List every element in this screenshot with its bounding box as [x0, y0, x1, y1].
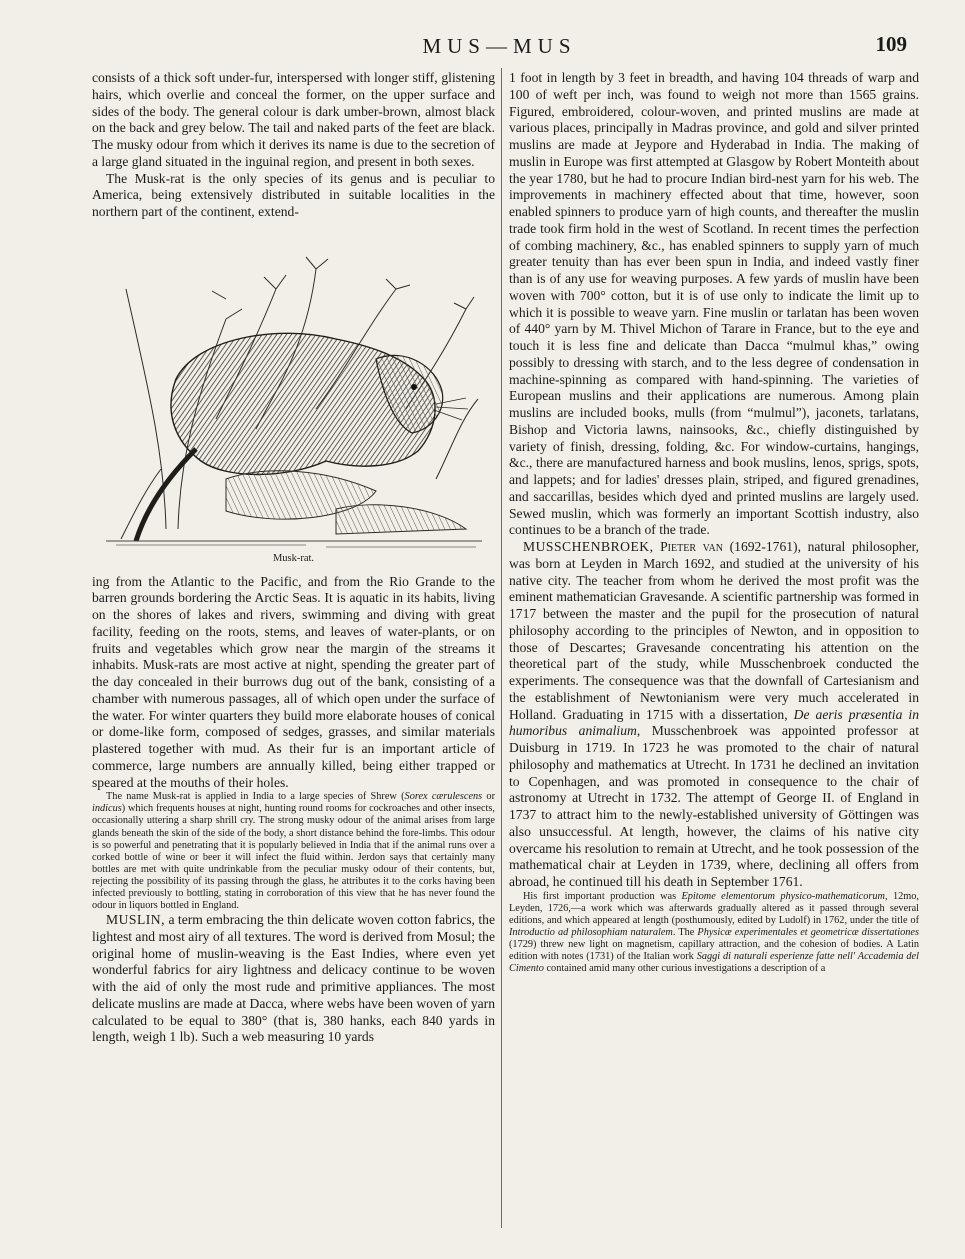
muskrat-figure	[92, 229, 495, 568]
paragraph: 1 foot in length by 3 feet in breadth, and having 104 threads of warp and 100 of weft per inch, was found to weigh not more than 1565 grains. Figured, embroidered, colour-woven, and printed muslins are made at various places, principally in Madras province, and gold and silver printed muslins are made at Jeypore and Hyderabad in India. The making of muslin in Europe was first attempted at Glasgow by Robert Monteith about the year 1780, but he had to procure Indian bird-nest yarn for his web. The improvements in machinery effected about that time, however, soon enabled spinners to produce yarn of high counts, and thereafter the muslin trade took firm hold in the west of Scotland. In recent times the perfection of combing machinery, &c., has enabled spinners to supply yarn of much greater tenuity than has ever been spun in India, and indeed vastly finer than is of any use for weaving purposes. A few yards of muslin have been woven with 700° cotton, but it is of use only to indicate the limit up to which it is possible to weave yarn. Fine muslin or tarlatan has been woven of 440° yarn by M. Thivel Michon of Tarare in France, but to the eye and touch it is less fine and delicate than Dacca “mulmul khas,” owing possibly to dressing with starch, and to the less degree of condensation in machine-spinning as compared with hand-spinning. The varieties of European muslins and their applications are numerous. Among plain muslins are included books, mulls (from “mulmul”), jaconets, tarlatans, Bishop and Victoria lawns, nainsooks, &c., chiefly distinguished by variety of finish, dressing, folding, &c. For window-curtains, hangings, &c., there are manufactured harness and book muslins, lenos, sprigs, spots, and lappets; and for ladies' dresses plain, striped, and figured grenadines, and saccarillas, besides which dyed and printed muslins are largely used. Sewed muslin, which was formerly an important Scottish industry, also continues to be a branch of the trade.	[509, 70, 919, 538]
italic-term: Sorex cærulescens	[404, 791, 483, 803]
entry-headword: MUSSCHENBROEK,	[523, 539, 654, 554]
paragraph: consists of a thick soft under-fur, interspersed with longer stiff, glistening hairs, which overlie and conceal the former, on the upper surface and sides of the body. The general colour is dark umber-brown, almost black on the back and grey below. The tail and naked parts of the feet are black. The musky odour from which it derives its name is due to the secretion of a large gland situated in the inguinal region, and present in both sexes.	[92, 70, 495, 169]
text-run: contained amid many other curious investigations a description of a	[543, 963, 826, 975]
italic-term: De aeris præsentia in humoribus animalium	[509, 706, 919, 739]
text-run: (1692-1761), natural philosopher, was born at Leyden in March 1692, and studied at the university of his native city. The teacher from whom he derived the most profit was the eminent mathematician Gravesande. A scientific partnership was formed in 1717 between the master and the pupil for the prosecution of natural philosophy according to the principles of Newton, and in opposition to those of Descartes; Gravesande concentrating his attention on the theoretical part of the study, while Musschenbroek conducted the experiments. The consequence was that the downfall of Cartesianism and the establishment of Newtonianism were very much accelerated in Holland. Graduating in 1715 with a dissertation,	[509, 539, 919, 722]
text-run: , 12mo, Leyden, 1726,—a work which was afterwards gradually altered as it passed through several editions, and which appeared at length (posthumously, edited by Ludolf) in 1762, under the title of	[509, 890, 919, 926]
page-number: 109	[875, 32, 907, 56]
paragraph: ing from the Atlantic to the Pacific, and from the Rio Grande to the barren grounds bordering the Arctic Seas. It is aquatic in its habits, living on the shores of lakes and rivers, swimming and diving with great facility, feeding on the roots, stems, and leaves of water-plants, or on fruits and vegetables which grow near the margin of the streams it inhabits. Musk-rats are most active at night, spending the greater part of the day concealed in their burrows dug out of the bank, consisting of a chamber with numerous passages, all of which open under the surface of the water. For winter quarters they build more elaborate houses of conical or dome-like form, composed of sedges, grasses, and similar materials plastered together with mud. As their fur is an important article of commerce, large numbers are annually killed, being either trapped or speared at the mouths of their holes.	[92, 573, 495, 790]
figure-caption: Musk-rat.	[272, 552, 315, 564]
entry-musschenbroek	[509, 539, 919, 891]
text-run: a term embracing the thin delicate woven cotton fabrics, the lightest and most airy of all textures. The word is derived from Mosul; the original home of muslin-weaving is the East Indies, where even yet wonderful fabrics for airy lightness and delicacy continue to be woven with the aid of only the most rude and primitive appliances. The most delicate muslins are made at Dacca, where webs have been woven of yarn calculated to be equal to 380° (that is, 380 hanks, each 840 yards in length, weigh 1 lb). Such a web measuring 10 yards	[92, 912, 495, 1045]
page-header	[92, 32, 907, 64]
text-run: (1729) threw new light on magnetism, capillary attraction, and the cohesion of bodies. A Latin edition with notes (1731) of the Italian work	[509, 939, 919, 963]
text-run: ) which frequents houses at night, hunting round rooms for cockroaches and other insects, occasionally uttering a sharp shrill cry. The strong musky odour of the animal arises from large glands beneath the skin of the side of the body, a short distance behind the fore-limbs. This odour is so powerful and penetrating that it is popularly believed in India that if the animal runs over a corked bottle of wine or beer it will infect the fluid within. Jerdon says that certainly many bottles are met with quite undrinkable from the peculiar musky odour of their contents, but, rejecting the possibility of its passing through the glass, he attributes it to the corks having been infected previously to bottling, stating in corroboration of this view that he has never found the odour in liquors bottled in England.	[92, 803, 495, 912]
italic-term: indicus	[92, 803, 122, 815]
footnote-paragraph	[92, 791, 495, 912]
paragraph: The Musk-rat is the only species of its genus and is peculiar to America, being extensively distributed in suitable localities in the northern part of the continent, extend-	[92, 170, 495, 219]
entry-headword: MUSLIN,	[106, 912, 166, 928]
entry-forename: Pieter van	[653, 539, 723, 554]
italic-term: Physicæ experimentales et geometricæ dissertationes	[697, 927, 920, 939]
right-column	[509, 70, 919, 975]
text-run: His first important production was	[523, 890, 682, 902]
italic-term: Saggi di naturali esperienze fatte nell' Accademia del Cimento	[509, 951, 919, 975]
text-run: . The	[672, 927, 698, 939]
text-run: , Musschenbroek was appointed professor at Duisburg in 1719. In 1723 he was promoted to the chair of natural philosophy and mathematics at Utrecht. In 1731 he declined an invitation to Copenhagen, and was promoted in consequence to the chair of astronomy at Utrecht in 1732. The attempt of George II. of England in 1737 to attract him to the newly-established university of Göttingen was also unsuccessful. At length, however, the claims of his native city overcame his resolution to remain at Utrecht, and he took possession of the mathematical chair at Leyden in 1739, where, declining all offers from abroad, he continued till his death in September 1761.	[509, 723, 919, 889]
running-head: MUS—MUS	[422, 34, 577, 58]
column-divider	[501, 68, 502, 1228]
footnote-paragraph	[509, 891, 919, 976]
italic-term: Introductio ad philosophiam naturalem	[509, 927, 673, 939]
muskrat-illustration	[106, 229, 482, 549]
italic-term: Epitome elementorum physico-mathematicorum	[681, 890, 885, 902]
entry-muslin	[92, 912, 495, 1046]
left-column	[92, 70, 495, 1046]
text-run: or	[482, 791, 496, 803]
text-run: The name Musk-rat is applied in India to a large species of Shrew (	[106, 791, 405, 803]
